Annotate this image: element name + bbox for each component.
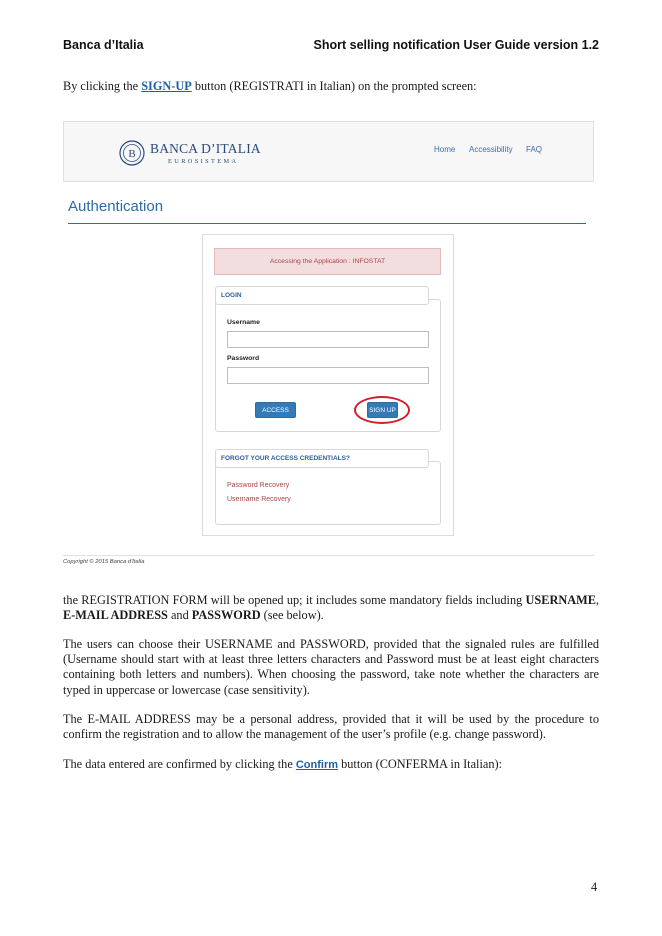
paragraph-registration-form <box>63 593 599 623</box>
username-label: Username <box>227 319 260 326</box>
password-input[interactable] <box>227 367 429 384</box>
p1-and: and <box>167 608 192 623</box>
svg-text:B: B <box>128 148 136 160</box>
p1-password: PASSWORD <box>191 608 261 623</box>
nav-home-link[interactable]: Home <box>434 145 456 154</box>
bank-emblem-icon <box>118 138 146 168</box>
login-legend: LOGIN <box>215 286 429 305</box>
p1-username: USERNAME <box>525 593 596 607</box>
paragraph-username-password: The users can choose their USERNAME and PASSWORD, provided that the signaled rules are fulfilled (Username should start with at least three letters characters and Password must be at least eight characters containing both letters and numbers). When choosing the password, take note whether the characters are typed in uppercase or lowercase (case sensitivity). <box>63 637 599 697</box>
application-alert: Accessing the Application : INFOSTAT <box>214 248 441 275</box>
login-panel <box>202 234 454 536</box>
paragraph-confirm <box>63 757 599 773</box>
logo-text: BANCA D’ITALIA <box>150 141 261 156</box>
p4-suffix: button (CONFERMA in Italian): <box>338 757 502 771</box>
paragraph-email: The E-MAIL ADDRESS may be a personal address, provided that it will be used by the procedure to confirm the registration and to allow the management of the user’s profile (e.g. change password). <box>63 712 599 742</box>
intro-suffix: button (REGISTRATI in Italian) on the prompted screen: <box>191 79 477 93</box>
p4-prefix: The data entered are confirmed by clicking the <box>63 757 296 771</box>
forgot-fieldset <box>215 461 441 525</box>
nav-accessibility-link[interactable]: Accessibility <box>469 145 513 154</box>
signup-button[interactable]: SIGN UP <box>367 402 398 418</box>
footer-divider <box>63 555 594 556</box>
password-label: Password <box>227 355 260 362</box>
password-recovery-link[interactable]: Password Recovery <box>227 482 290 489</box>
username-input[interactable] <box>227 331 429 348</box>
signup-highlight-ring <box>354 396 410 424</box>
forgot-legend: FORGOT YOUR ACCESS CREDENTIALS? <box>215 449 429 468</box>
page-title: Authentication <box>68 198 164 215</box>
nav-faq-link[interactable]: FAQ <box>526 145 543 154</box>
page-number: 4 <box>591 880 598 894</box>
title-divider <box>68 223 586 224</box>
intro-paragraph <box>63 79 477 94</box>
signup-link[interactable]: SIGN-UP <box>141 79 192 93</box>
username-recovery-link[interactable]: Username Recovery <box>227 496 291 503</box>
p1-sep: , <box>595 593 599 607</box>
p1-end: (see below). <box>260 608 324 623</box>
logo-subtitle: EUROSISTEMA <box>168 158 239 165</box>
intro-prefix: By clicking the <box>63 79 142 93</box>
p1-text: the REGISTRATION FORM will be opened up; it includes some mandatory fields including <box>63 593 526 607</box>
copyright-text: Copyright © 2015 Banca d'Italia <box>63 559 145 565</box>
header-right: Short selling notification User Guide version 1.2 <box>313 38 599 52</box>
access-button[interactable]: ACCESS <box>255 402 296 418</box>
p1-email: E-MAIL ADDRESS <box>63 608 168 623</box>
header-left: Banca d’Italia <box>63 38 144 52</box>
site-header <box>63 121 594 182</box>
confirm-link[interactable]: Confirm <box>295 759 339 771</box>
